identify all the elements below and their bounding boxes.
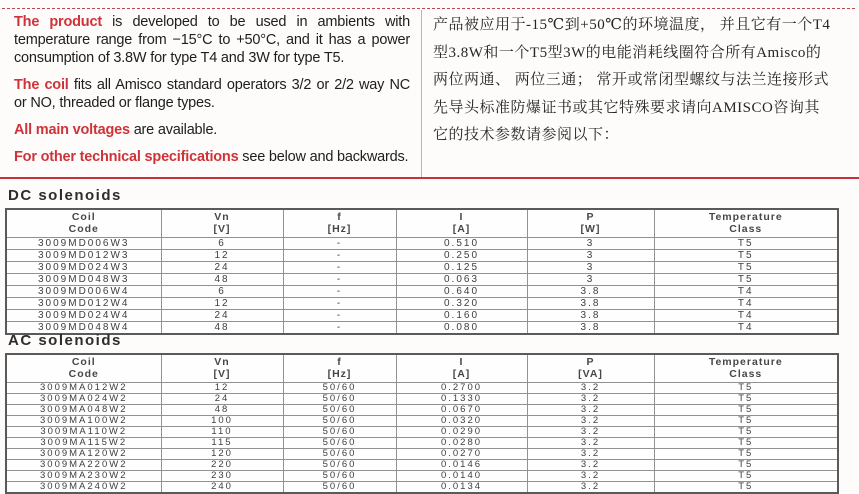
table-cell: 3009MD006W3: [6, 238, 161, 250]
chinese-text-line: 两位两通、 两位三通； 常开或常闭型螺纹与法兰连接形式: [433, 72, 830, 88]
table-cell: 115: [161, 438, 283, 449]
table-cell: T5: [654, 471, 838, 482]
table-cell: 0.510: [396, 238, 527, 250]
paragraph: The product is developed to be used in ambients with temperature range from −15°C to +50°C, and it has a power consumption of 3.8W for type T4 and 3W for type T5.: [14, 14, 410, 66]
table-cell: 0.1330: [396, 394, 527, 405]
table-row: [6, 416, 838, 427]
table-cell: 3009MA100W2: [6, 416, 161, 427]
table-cell: 3.2: [527, 416, 654, 427]
table-cell: 50/60: [283, 438, 396, 449]
table-cell: 110: [161, 427, 283, 438]
table-cell: 3.2: [527, 449, 654, 460]
table-cell: T4: [654, 310, 838, 322]
column-header: f [Hz]: [283, 354, 396, 383]
table-cell: 3009MA240W2: [6, 482, 161, 494]
table-cell: 0.0140: [396, 471, 527, 482]
chinese-text-line: 产品被应用于-15℃到+50℃的环境温度， 并且它有一个T4: [433, 17, 831, 33]
table-cell: 6: [161, 238, 283, 250]
table-cell: T5: [654, 438, 838, 449]
column-header: P [VA]: [527, 354, 654, 383]
table-cell: T5: [654, 238, 838, 250]
column-header: I [A]: [396, 209, 527, 238]
table-cell: 0.125: [396, 262, 527, 274]
table-cell: 3009MA120W2: [6, 449, 161, 460]
table-row: [6, 394, 838, 405]
table-cell: 12: [161, 383, 283, 394]
table-cell: -: [283, 298, 396, 310]
table-cell: 100: [161, 416, 283, 427]
table-cell: 12: [161, 298, 283, 310]
table-cell: 0.320: [396, 298, 527, 310]
table-cell: 220: [161, 460, 283, 471]
table-cell: T5: [654, 274, 838, 286]
table-cell: 12: [161, 250, 283, 262]
paragraph: All main voltages are available.: [14, 122, 218, 138]
table-cell: 0.0320: [396, 416, 527, 427]
table-cell: 50/60: [283, 383, 396, 394]
table-cell: 3.2: [527, 471, 654, 482]
table-cell: 50/60: [283, 471, 396, 482]
table-row: [6, 460, 838, 471]
highlighted-lead: For other technical specifications: [14, 149, 239, 165]
table-cell: T4: [654, 298, 838, 310]
table-cell: T5: [654, 383, 838, 394]
table-cell: 3: [527, 238, 654, 250]
table-cell: 48: [161, 405, 283, 416]
table-cell: -: [283, 274, 396, 286]
table-cell: 0.640: [396, 286, 527, 298]
table-cell: 50/60: [283, 449, 396, 460]
table-cell: T5: [654, 394, 838, 405]
header-row: [6, 354, 838, 383]
highlighted-lead: The product: [14, 14, 102, 30]
table-row: [6, 310, 838, 322]
table-cell: 3009MD048W4: [6, 322, 161, 335]
column-divider: [421, 10, 422, 177]
table-cell: 0.0146: [396, 460, 527, 471]
dc-solenoids-heading: DC solenoids: [8, 187, 122, 204]
table-cell: 3.2: [527, 460, 654, 471]
table-cell: 3: [527, 262, 654, 274]
column-header: Temperature Class: [654, 354, 838, 383]
dc-solenoids-section: [5, 186, 837, 335]
table-cell: T5: [654, 250, 838, 262]
table-cell: 3.2: [527, 405, 654, 416]
ac-solenoids-heading: AC solenoids: [8, 332, 122, 349]
column-header: f [Hz]: [283, 209, 396, 238]
ac-solenoids-section: [5, 331, 837, 494]
table-cell: 0.250: [396, 250, 527, 262]
table-row: [6, 286, 838, 298]
column-header: Temperature Class: [654, 209, 838, 238]
table-cell: 3009MD006W4: [6, 286, 161, 298]
table-cell: 3009MA048W2: [6, 405, 161, 416]
table-row: [6, 449, 838, 460]
table-cell: 24: [161, 394, 283, 405]
table-row: [6, 438, 838, 449]
table-cell: 3009MD012W3: [6, 250, 161, 262]
table-cell: -: [283, 322, 396, 335]
table-row: [6, 405, 838, 416]
table-cell: -: [283, 250, 396, 262]
chinese-paragraph: [433, 12, 857, 150]
table-cell: 0.080: [396, 322, 527, 335]
table-cell: 3.8: [527, 286, 654, 298]
table-cell: 0.0270: [396, 449, 527, 460]
table-cell: 0.063: [396, 274, 527, 286]
table-cell: 3009MA115W2: [6, 438, 161, 449]
red-divider: [0, 177, 859, 179]
table-cell: 24: [161, 262, 283, 274]
top-dashed-divider: [2, 8, 855, 9]
table-cell: 3009MD048W3: [6, 274, 161, 286]
table-cell: T5: [654, 416, 838, 427]
table-cell: 3009MA024W2: [6, 394, 161, 405]
table-cell: 3: [527, 250, 654, 262]
paragraph: For other technical specifications see below and backwards.: [14, 149, 409, 165]
table-row: [6, 482, 838, 494]
table-cell: T5: [654, 262, 838, 274]
table-cell: 0.0290: [396, 427, 527, 438]
dc-solenoids-table: [5, 208, 839, 335]
table-cell: 3.2: [527, 383, 654, 394]
table-cell: T4: [654, 322, 838, 335]
table-cell: 3009MA220W2: [6, 460, 161, 471]
table-cell: -: [283, 286, 396, 298]
table-cell: 50/60: [283, 482, 396, 494]
table-cell: 3.2: [527, 394, 654, 405]
column-header: P [W]: [527, 209, 654, 238]
table-cell: 3.2: [527, 438, 654, 449]
table-cell: T5: [654, 427, 838, 438]
column-header: Coil Code: [6, 209, 161, 238]
table-cell: 3.2: [527, 482, 654, 494]
table-cell: 50/60: [283, 394, 396, 405]
column-header: Vn [V]: [161, 209, 283, 238]
table-cell: 0.0280: [396, 438, 527, 449]
table-cell: T4: [654, 286, 838, 298]
table-cell: 3009MD012W4: [6, 298, 161, 310]
table-cell: -: [283, 262, 396, 274]
table-row: [6, 274, 838, 286]
chinese-text-line: 它的技术参数请参阅以下：: [433, 127, 620, 143]
table-cell: 3009MD024W3: [6, 262, 161, 274]
highlighted-lead: All main voltages: [14, 122, 130, 138]
table-cell: 3.8: [527, 310, 654, 322]
table-cell: T5: [654, 460, 838, 471]
paragraph: The coil fits all Amisco standard operators 3/2 or 2/2 way NC or NO, threaded or flange types.: [14, 77, 411, 111]
table-cell: 3.8: [527, 322, 654, 335]
table-cell: 0.0670: [396, 405, 527, 416]
table-row: [6, 471, 838, 482]
english-paragraphs: [14, 13, 410, 175]
table-cell: 48: [161, 274, 283, 286]
table-cell: -: [283, 310, 396, 322]
ac-solenoids-table: [5, 353, 839, 494]
table-cell: 0.160: [396, 310, 527, 322]
table-row: [6, 262, 838, 274]
table-cell: 230: [161, 471, 283, 482]
table-cell: 50/60: [283, 460, 396, 471]
table-row: [6, 238, 838, 250]
table-cell: 0.2700: [396, 383, 527, 394]
table-cell: T5: [654, 482, 838, 494]
table-cell: 3: [527, 274, 654, 286]
chinese-text-line: 型3.8W和一个T5型3W的电能消耗线圈符合所有Amisco的: [433, 44, 822, 61]
highlighted-lead: The coil: [14, 77, 69, 93]
table-row: [6, 427, 838, 438]
table-row: [6, 383, 838, 394]
table-cell: 3009MA012W2: [6, 383, 161, 394]
table-cell: 3.2: [527, 427, 654, 438]
table-cell: 48: [161, 322, 283, 335]
table-cell: 50/60: [283, 427, 396, 438]
table-cell: T5: [654, 449, 838, 460]
table-cell: 50/60: [283, 416, 396, 427]
table-cell: T5: [654, 405, 838, 416]
table-row: [6, 298, 838, 310]
table-row: [6, 250, 838, 262]
table-cell: 120: [161, 449, 283, 460]
table-cell: 3009MA110W2: [6, 427, 161, 438]
table-cell: 240: [161, 482, 283, 494]
chinese-text-line: 先导头标准防爆证书或其它特殊要求请向AMISCO咨询其: [433, 99, 820, 116]
table-cell: 0.0134: [396, 482, 527, 494]
table-cell: 24: [161, 310, 283, 322]
table-cell: -: [283, 238, 396, 250]
column-header: Vn [V]: [161, 354, 283, 383]
table-cell: 3009MD024W4: [6, 310, 161, 322]
table-cell: 50/60: [283, 405, 396, 416]
column-header: Coil Code: [6, 354, 161, 383]
column-header: I [A]: [396, 354, 527, 383]
table-cell: 3.8: [527, 298, 654, 310]
header-row: [6, 209, 838, 238]
table-cell: 6: [161, 286, 283, 298]
table-cell: 3009MA230W2: [6, 471, 161, 482]
